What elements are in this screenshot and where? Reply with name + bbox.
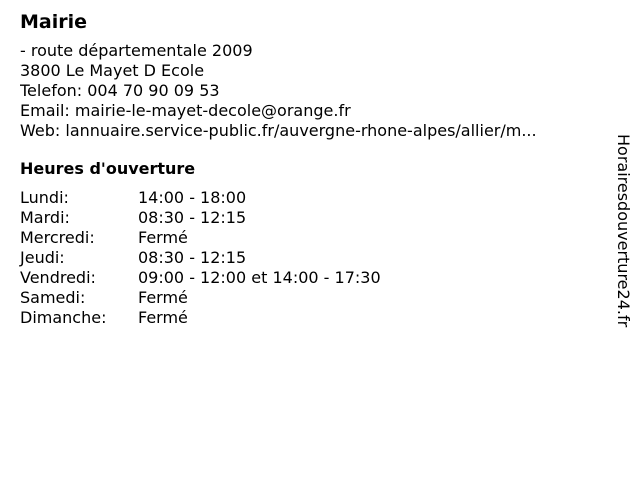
address-line-2: 3800 Le Mayet D Ecole xyxy=(20,61,205,80)
time-value: Fermé xyxy=(138,228,188,247)
day-label: Vendredi: xyxy=(20,268,96,287)
hours-row-mercredi xyxy=(20,228,600,248)
address-line-1: - route départementale 2009 xyxy=(20,41,253,60)
email-row xyxy=(20,101,600,121)
day-label: Mercredi: xyxy=(20,228,95,247)
opening-hours-table xyxy=(20,188,600,328)
hours-row-dimanche xyxy=(20,308,600,328)
time-value: 08:30 - 12:15 xyxy=(138,208,247,227)
hours-row-mardi xyxy=(20,208,600,228)
hours-row-samedi xyxy=(20,288,600,308)
time-value: Fermé xyxy=(138,288,188,307)
hours-row-lundi xyxy=(20,188,600,208)
day-label: Mardi: xyxy=(20,208,70,227)
phone-value: 004 70 90 09 53 xyxy=(87,81,220,100)
hours-row-vendredi xyxy=(20,268,600,288)
phone-row xyxy=(20,81,600,101)
day-label: Samedi: xyxy=(20,288,86,307)
phone-label: Telefon: xyxy=(20,81,83,100)
site-watermark: Horairesdouverture24.fr xyxy=(614,134,633,328)
time-value: Fermé xyxy=(138,308,188,327)
web-row xyxy=(20,121,600,141)
time-value: 14:00 - 18:00 xyxy=(138,188,247,207)
hours-row-jeudi xyxy=(20,248,600,268)
web-label: Web: xyxy=(20,121,61,140)
time-value: 09:00 - 12:00 et 14:00 - 17:30 xyxy=(138,268,381,287)
email-label: Email: xyxy=(20,101,70,120)
web-link[interactable]: lannuaire.service-public.fr/auvergne-rhone-alpes/allier/m... xyxy=(65,121,537,140)
day-label: Lundi: xyxy=(20,188,69,207)
email-link[interactable]: mairie-le-mayet-decole@orange.fr xyxy=(74,101,351,120)
place-card xyxy=(20,10,600,328)
day-label: Jeudi: xyxy=(20,248,65,267)
opening-hours-title: Heures d'ouverture xyxy=(20,159,196,178)
day-label: Dimanche: xyxy=(20,308,107,327)
place-name: Mairie xyxy=(20,11,88,33)
time-value: 08:30 - 12:15 xyxy=(138,248,247,267)
